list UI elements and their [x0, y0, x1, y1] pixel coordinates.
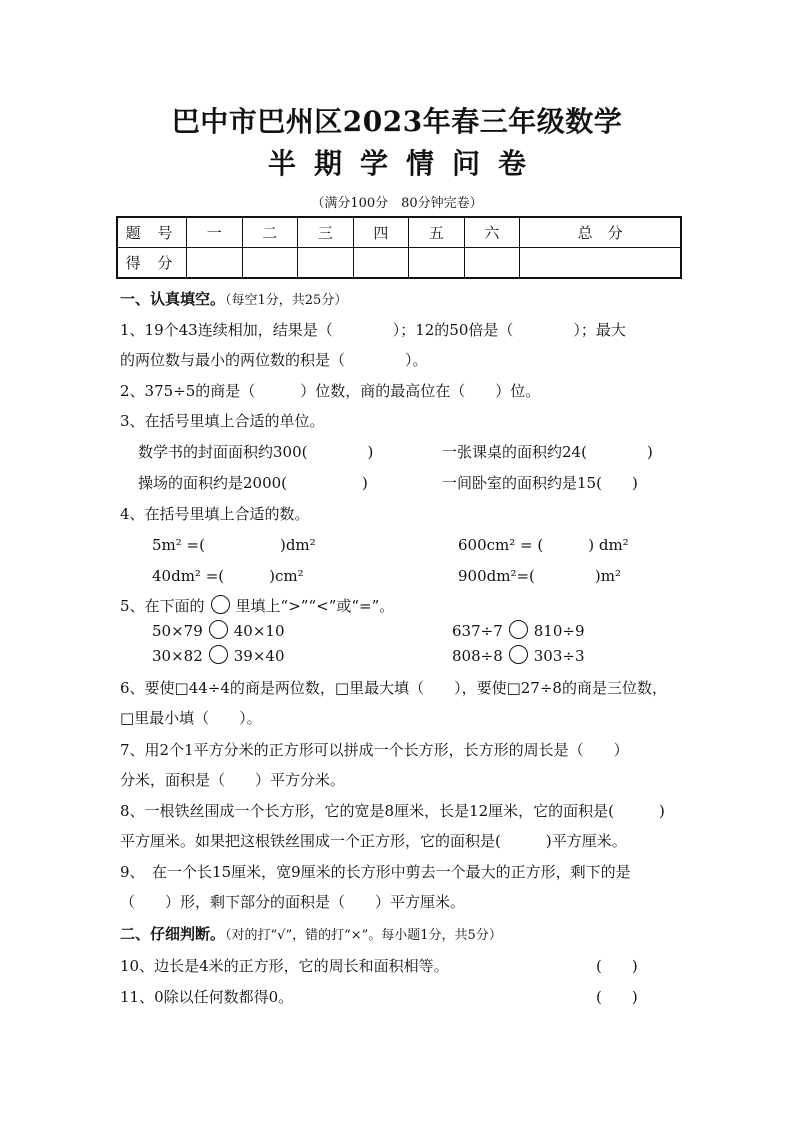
score-header-label: 题 号: [117, 217, 187, 248]
question-4: 4、在括号里填上合适的数。: [120, 505, 310, 523]
question-1-line-2: 的两位数与最小的两位数的积是（ ）。: [120, 351, 428, 369]
question-3-item-1: 数学书的封面面积约300( ): [138, 443, 374, 461]
score-col-6: 六: [464, 217, 520, 248]
score-row-label: 得 分: [117, 248, 187, 279]
score-cell[interactable]: [464, 248, 520, 279]
section-1-title: 一、认真填空。: [120, 290, 226, 308]
compare-right: 40×10: [233, 622, 285, 640]
score-cell[interactable]: [187, 248, 243, 279]
score-col-5: 五: [409, 217, 465, 248]
question-9-line-1: 9、 在一个长15厘米，宽9厘米的长方形中剪去一个最大的正方形，剩下的是: [120, 863, 631, 881]
score-table-score-row: [117, 248, 681, 279]
section-1-scoring: （每空1分，共25分）: [225, 293, 348, 308]
score-cell[interactable]: [409, 248, 465, 279]
compare-right: 810÷9: [533, 622, 585, 640]
exam-subtitle: 半期学情问卷: [267, 147, 544, 180]
question-5-text-post: 里填上“>”“<”或“=”。: [235, 597, 395, 615]
score-col-3: 三: [298, 217, 354, 248]
score-cell[interactable]: [298, 248, 354, 279]
question-10: 10、边长是4米的正方形，它的周长和面积相等。: [120, 957, 449, 975]
question-3-item-3: 操场的面积约是2000( ): [138, 474, 368, 492]
question-3-item-4: 一间卧室的面积约是15( ): [442, 474, 638, 492]
score-col-2: 二: [242, 217, 298, 248]
question-4-item-3: 40dm² =( )cm²: [152, 567, 304, 585]
compare-right: 303÷3: [533, 647, 585, 665]
question-1-line-1: 1、19个43连续相加，结果是（ ）；12的50倍是（ ）；最大: [120, 321, 626, 339]
question-3: 3、在括号里填上合适的单位。: [120, 412, 325, 430]
question-5: [120, 595, 394, 616]
score-table-header-row: [117, 217, 681, 248]
compare-left: 808÷8: [452, 647, 503, 665]
score-col-total: 总 分: [520, 217, 681, 248]
compare-circle[interactable]: [509, 620, 528, 639]
question-5-item-2: [452, 620, 585, 640]
section-2-heading: [120, 923, 502, 944]
answer-paren-10[interactable]: ( ): [596, 957, 638, 975]
question-6-line-2: □里最小填（ ）。: [120, 709, 262, 727]
question-4-item-1: 5m² =( )dm²: [152, 536, 316, 554]
circle-icon: [211, 595, 230, 614]
question-8-line-2: 平方厘米。如果把这根铁丝围成一个正方形，它的面积是( )平方厘米。: [120, 832, 627, 850]
answer-paren-11[interactable]: ( ): [596, 988, 638, 1006]
section-1-heading: [120, 288, 347, 309]
exam-title: 巴中市巴州区2023年春三年级数学: [171, 105, 623, 138]
score-col-1: 一: [187, 217, 243, 248]
question-9-line-2: （ ）形，剩下部分的面积是（ ）平方厘米。: [120, 893, 466, 911]
question-7-line-1: 7、用2个1平方分米的正方形可以拼成一个长方形，长方形的周长是（ ）: [120, 741, 629, 759]
question-2: 2、375÷5的商是（ ）位数，商的最高位在（ ）位。: [120, 382, 541, 400]
compare-left: 30×82: [152, 647, 203, 665]
compare-circle[interactable]: [209, 620, 228, 639]
question-6-line-1: 6、要使□44÷4的商是两位数，□里最大填（ ），要使□27÷8的商是三位数，: [120, 679, 667, 697]
compare-left: 50×79: [152, 622, 203, 640]
score-cell[interactable]: [242, 248, 298, 279]
section-2-scoring: （对的打“√”，错的打“×”。每小题1分，共5分）: [225, 928, 502, 943]
question-4-item-4: 900dm²=( )m²: [458, 567, 621, 585]
question-11: 11、0除以任何数都得0。: [120, 988, 294, 1006]
question-4-item-2: 600cm² = ( ) dm²: [458, 536, 629, 554]
score-col-4: 四: [353, 217, 409, 248]
question-7-line-2: 分米，面积是（ ）平方分米。: [120, 771, 346, 789]
question-5-text-pre: 5、在下面的: [120, 597, 205, 615]
question-5-item-3: [152, 645, 285, 665]
question-3-item-2: 一张课桌的面积约24( ): [442, 443, 653, 461]
question-5-item-1: [152, 620, 285, 640]
score-table: [116, 216, 682, 279]
compare-circle[interactable]: [209, 645, 228, 664]
question-8-line-1: 8、一根铁丝围成一个长方形，它的宽是8厘米，长是12厘米，它的面积是( ): [120, 802, 665, 820]
compare-right: 39×40: [233, 647, 285, 665]
compare-circle[interactable]: [509, 645, 528, 664]
score-cell[interactable]: [520, 248, 681, 279]
exam-note: （满分100分 80分钟完卷）: [311, 196, 483, 211]
section-2-title: 二、仔细判断。: [120, 925, 226, 943]
score-cell[interactable]: [353, 248, 409, 279]
question-5-item-4: [452, 645, 585, 665]
compare-left: 637÷7: [452, 622, 503, 640]
